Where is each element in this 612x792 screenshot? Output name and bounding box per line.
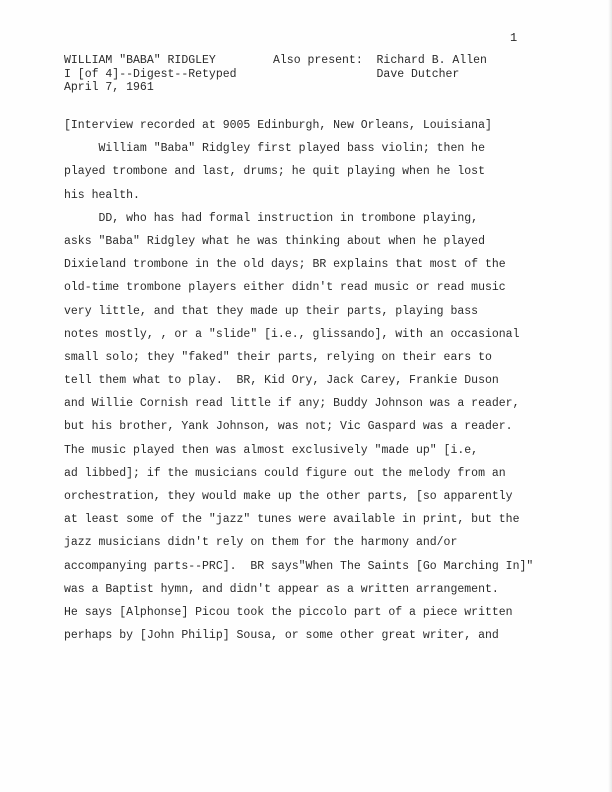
header-left-line: April 7, 1961 <box>64 81 154 94</box>
header-left-line: WILLIAM "BABA" RIDGLEY <box>64 54 216 67</box>
header-left <box>64 54 237 95</box>
text-line: He says [Alphonse] Picou took the piccolo part of a piece written <box>64 605 513 619</box>
text-line: Dixieland trombone in the old days; BR explains that most of the <box>64 258 506 272</box>
text-line: and Willie Cornish read little if any; Buddy Johnson was a reader, <box>64 397 520 411</box>
text-line: William "Baba" Ridgley first played bass violin; then he <box>64 142 485 156</box>
text-line: The music played then was almost exclusively "made up" [i.e, <box>64 443 479 457</box>
header-right-line: Also present: Richard B. Allen <box>273 54 487 67</box>
header-right-line: Dave Dutcher <box>273 67 460 81</box>
page-edge <box>608 0 612 792</box>
text-line: but his brother, Yank Johnson, was not; Vic Gaspard was a reader. <box>64 420 513 434</box>
text-line: asks "Baba" Ridgley what he was thinking about when he played <box>64 234 485 248</box>
text-line: perhaps by [John Philip] Sousa, or some other great writer, and <box>64 629 499 643</box>
text-line: orchestration, they would make up the other parts, [so apparently <box>64 490 513 503</box>
text-line: ad libbed]; if the musicians could figure out the melody from an <box>64 466 506 480</box>
text-line: his health. <box>64 188 140 202</box>
text-line: old-time trombone players either didn't read music or read music <box>64 281 506 295</box>
header-left-line: I [of 4]--Digest--Retyped <box>64 67 237 81</box>
text-line: DD, who has had formal instruction in trombone playing, <box>64 211 479 225</box>
transcript-body <box>64 114 544 647</box>
text-line: jazz musicians didn't rely on them for the harmony and/or <box>64 536 458 550</box>
text-line: [Interview recorded at 9005 Edinburgh, New Orleans, Louisiana] <box>64 119 492 132</box>
text-line: very little, and that they made up their parts, playing bass <box>64 304 479 318</box>
page-number: 1 <box>510 31 518 45</box>
text-line: small solo; they "faked" their parts, relying on their ears to <box>64 350 492 364</box>
text-line: tell them what to play. BR, Kid Ory, Jack Carey, Frankie Duson <box>64 374 499 388</box>
text-line: notes mostly, , or a "slide" [i.e., glissando], with an occasional <box>64 327 520 341</box>
text-line: played trombone and last, drums; he quit playing when he lost <box>64 165 485 179</box>
text-line: was a Baptist hymn, and didn't appear as a written arrangement. <box>64 582 499 596</box>
text-line: accompanying parts--PRC]. BR says"When The Saints [Go Marching In]" <box>64 559 534 573</box>
header-right <box>273 54 487 81</box>
text-line: at least some of the "jazz" tunes were available in print, but the <box>64 513 520 527</box>
